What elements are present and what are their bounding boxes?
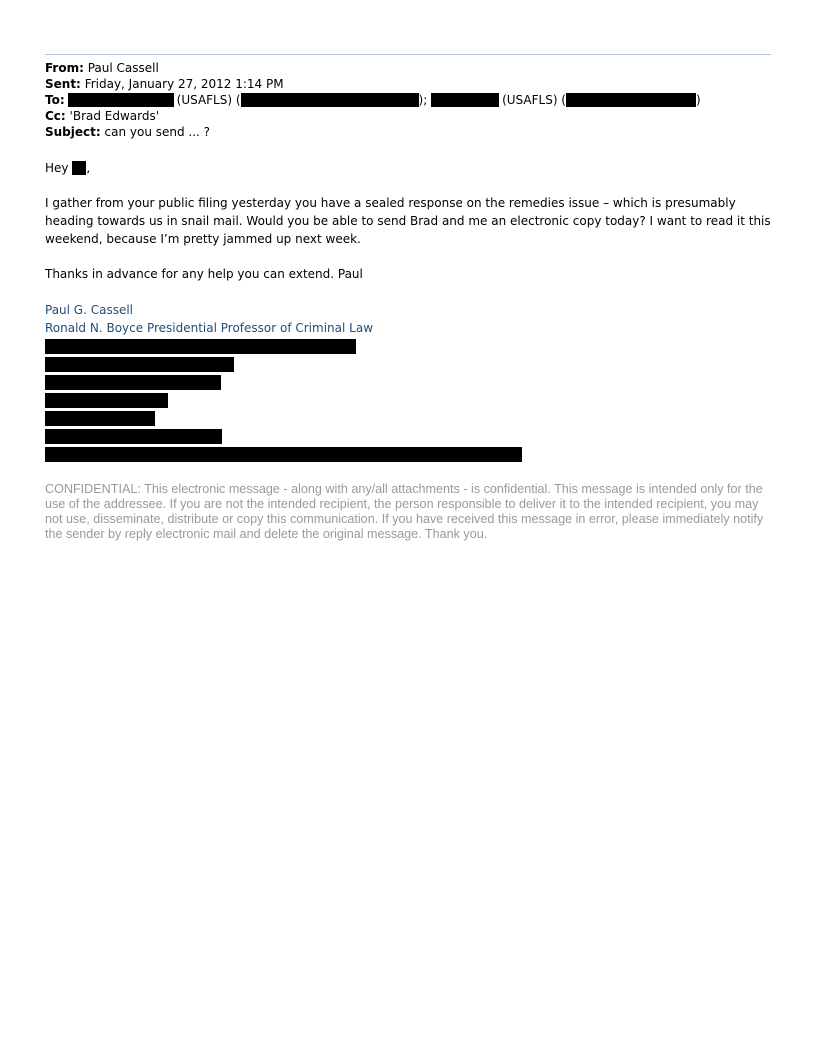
- signature-redactions: [45, 339, 771, 461]
- to-recipient-2-org: (USAFLS) (: [502, 93, 566, 107]
- greeting: [45, 159, 771, 177]
- signature-title: Ronald N. Boyce Presidential Professor of Criminal Law: [45, 321, 374, 335]
- closing-line: Thanks in advance for any help you can extend. Paul: [45, 267, 363, 281]
- redaction-bar: [45, 339, 356, 354]
- from-line: [45, 60, 771, 76]
- redaction-bar: [45, 357, 234, 372]
- confidentiality-notice: CONFIDENTIAL: This electronic message - along with any/all attachments - is confidential. This message is intended only for the use of the addressee. If you are not the intended recipient, the person responsible to deliver it to the intended recipient, you may not use, disseminate, distribute or copy this communication. If you have received this message in error, please immediately notify the sender by reply electronic mail and delete the original message. Thank you.: [45, 482, 764, 541]
- subject-label: Subject:: [45, 125, 101, 139]
- greeting-comma: ,: [86, 161, 91, 175]
- to-label: To:: [45, 93, 65, 107]
- redaction-bar: [45, 411, 155, 426]
- from-label: From:: [45, 61, 84, 75]
- cc-line: [45, 108, 771, 124]
- from-value: Paul Cassell: [87, 61, 159, 75]
- sent-label: Sent:: [45, 77, 81, 91]
- redaction-bar: [45, 429, 222, 444]
- redaction-bar: [45, 447, 522, 462]
- signature: [45, 301, 771, 337]
- redaction-bar: [45, 375, 221, 390]
- to-recipient-1-org: (USAFLS) (: [176, 93, 241, 107]
- redaction-bar: [72, 161, 86, 175]
- header-divider: [45, 54, 771, 55]
- cc-value: 'Brad Edwards': [69, 109, 160, 123]
- sent-value: Friday, January 27, 2012 1:14 PM: [84, 77, 284, 91]
- redaction-bar: [566, 93, 696, 107]
- body-paragraph: I gather from your public filing yesterday you have a sealed response on the remedies issue – which is presumably heading towards us in snail mail. Would you be able to send Brad and me an electronic copy today? I want to read it this weekend, because I’m pretty jammed up next week.: [45, 196, 771, 246]
- sent-line: [45, 76, 771, 92]
- redaction-bar: [68, 93, 174, 107]
- subject-line: [45, 124, 771, 140]
- to-line: [45, 92, 771, 108]
- redaction-bar: [241, 93, 419, 107]
- cc-label: Cc:: [45, 109, 66, 123]
- redaction-bar: [45, 393, 168, 408]
- subject-value: can you send ... ?: [104, 125, 211, 139]
- greeting-text: Hey: [45, 161, 69, 175]
- email-message: [45, 60, 771, 461]
- redaction-bar: [431, 93, 499, 107]
- to-separator: );: [418, 93, 432, 107]
- signature-name: Paul G. Cassell: [45, 303, 134, 317]
- to-close: ): [696, 93, 701, 107]
